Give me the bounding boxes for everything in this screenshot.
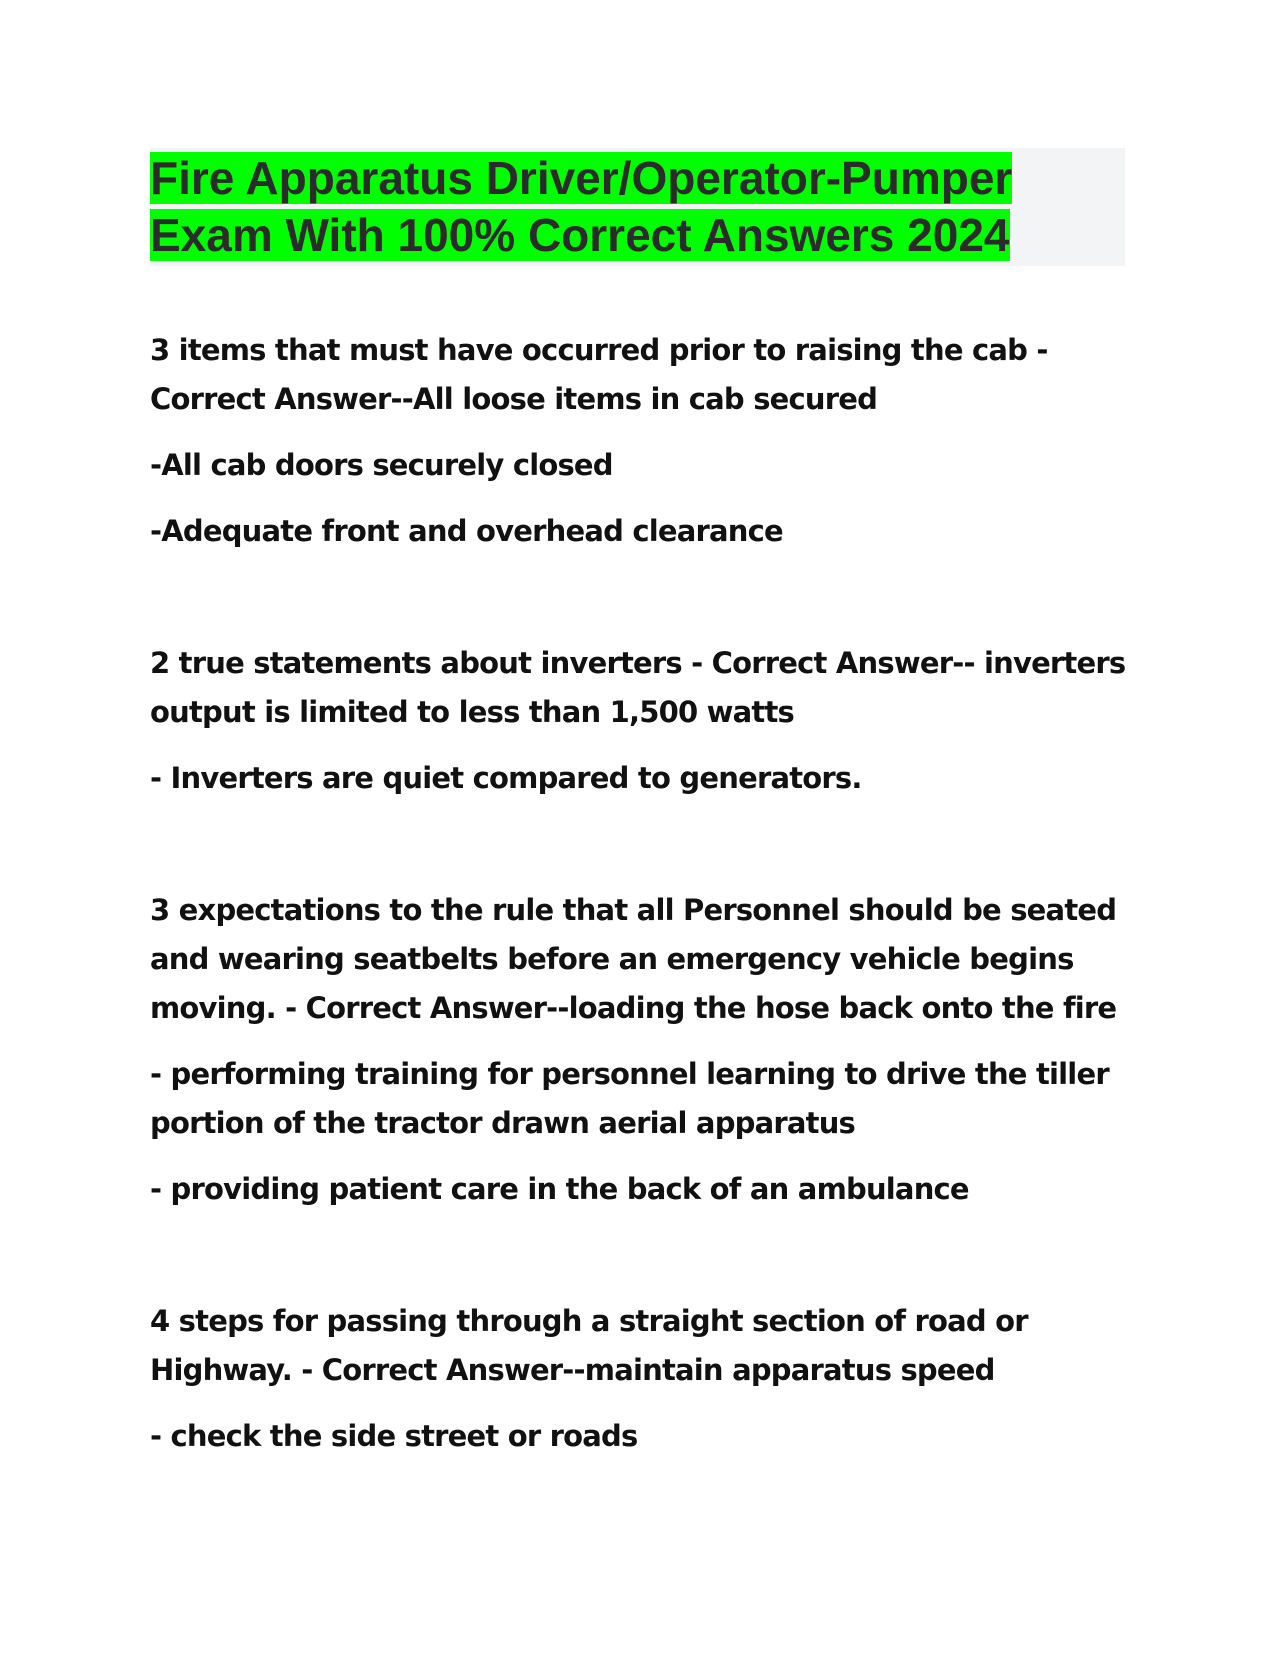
qa-answer-line: - Inverters are quiet compared to generators.: [150, 761, 862, 795]
qa-item: [150, 326, 1130, 556]
qa-item: [150, 886, 1130, 1214]
qa-list: [150, 326, 1130, 1544]
qa-item: [150, 1297, 1130, 1461]
qa-question: 3 items that must have occurred prior to raising the cab - Correct Answer--All loose items in cab secured: [150, 333, 1048, 416]
title-line-2: Exam With 100% Correct Answers 2024: [150, 209, 1010, 261]
title-line-1: Fire Apparatus Driver/Operator-Pumper: [150, 152, 1013, 204]
qa-item: [150, 639, 1130, 803]
qa-answer-line: - check the side street or roads: [150, 1419, 638, 1453]
qa-answer-line: - performing training for personnel learning to drive the tiller portion of the tractor drawn aerial apparatus: [150, 1057, 1109, 1140]
qa-question: 3 expectations to the rule that all Personnel should be seated and wearing seatbelts before an emergency vehicle begins moving. - Correct Answer--loading the hose back onto the fire: [150, 893, 1117, 1025]
qa-question: 2 true statements about inverters - Correct Answer-- inverters output is limited to less than 1,500 watts: [150, 646, 1126, 729]
qa-answer-line: -Adequate front and overhead clearance: [150, 514, 783, 548]
qa-answer-line: -All cab doors securely closed: [150, 448, 613, 482]
qa-question: 4 steps for passing through a straight section of road or Highway. - Correct Answer--maintain apparatus speed: [150, 1304, 1028, 1387]
document-title: [150, 150, 1012, 264]
qa-answer-line: - providing patient care in the back of an ambulance: [150, 1172, 969, 1206]
